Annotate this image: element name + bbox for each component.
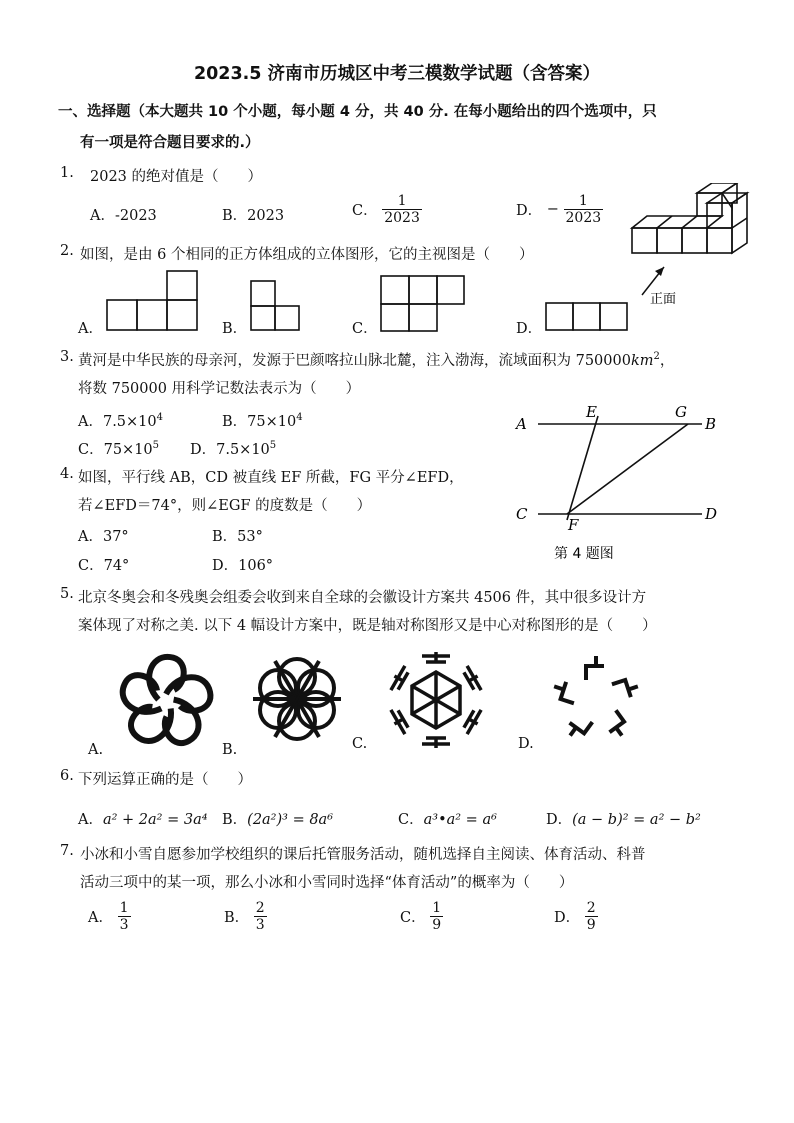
q1-option-c-fraction [382, 193, 422, 226]
q2-option-c-view [380, 275, 466, 333]
q3-stem-line2: 将数 750000 用科学记数法表示为（ ） [78, 381, 361, 397]
q2-front-label: 正面 [650, 292, 677, 307]
q7-stem: 小冰和小雪自愿参加学校组织的课后托管服务活动，随机选择自主阅读、体育活动、科普 [80, 847, 646, 863]
q3-option-a [78, 410, 163, 431]
q3-c-exp: 5 [152, 440, 160, 452]
q3-option-b [222, 410, 303, 431]
q1-option-a: A．-2023 [90, 208, 157, 224]
q4-option-d: D．106° [212, 558, 274, 574]
q7-d-num: 2 [586, 900, 596, 916]
q6-c-label: C． [398, 812, 424, 828]
line-ef [567, 416, 598, 520]
q3-option-d [190, 438, 276, 459]
q1-option-d-label: D． [516, 203, 543, 220]
q2-option-d-view [545, 302, 629, 332]
q7-b-num: 2 [255, 900, 265, 916]
q1-option-d-sign: − [546, 201, 559, 218]
q5-option-b: B. [222, 742, 238, 758]
q7-stem-line2: 活动三项中的某一项，那么小冰和小雪同时选择“体育活动”的概率为（ ） [80, 875, 574, 891]
q1-number: 1. [60, 165, 74, 181]
q6-c-expr: a³•a² = a⁶ [423, 812, 497, 828]
q3-d-text: D．7.5×10 [190, 442, 270, 458]
q7-c-den: 9 [432, 917, 442, 934]
q3-b-text: B．75×10 [222, 414, 297, 430]
q6-b-label: B． [222, 812, 248, 828]
q5-option-a: A. [88, 742, 104, 758]
q3-option-c [78, 438, 159, 459]
q7-a-label: A． [88, 910, 113, 927]
c-numerator: 1 [397, 193, 407, 209]
q5-number: 5. [60, 586, 74, 602]
q6-option-b [222, 808, 333, 829]
q7-b-den: 3 [255, 917, 265, 934]
q7-d-fraction [585, 900, 598, 933]
q3-stem-end: ， [659, 353, 675, 369]
q4-stem: 如图，平行线 AB，CD 被直线 EF 所截，FG 平分∠EFD， [78, 470, 464, 486]
q7-a-fraction [118, 900, 131, 933]
q2-option-d: D． [516, 321, 543, 337]
q7-option-b [224, 900, 267, 933]
q4-option-b: B．53° [212, 529, 263, 545]
q4-number: 4. [60, 466, 74, 482]
q7-d-den: 9 [586, 917, 596, 934]
q3-unit: km [630, 353, 654, 369]
q1-option-d-fraction [564, 193, 604, 226]
q2-stem: 如图，是由 6 个相同的正方体组成的立体图形，它的主视图是（ ） [80, 247, 534, 263]
q6-d-expr: (a − b)² = a² − b² [572, 812, 701, 828]
q7-option-a [88, 900, 131, 933]
q3-stem-text: 黄河是中华民族的母亲河，发源于巴颜喀拉山脉北麓，注入渤海，流域面积为 750000 [78, 353, 631, 369]
q5-option-d: D. [518, 736, 534, 752]
q6-b-expr: (2a²)³ = 8a⁶ [247, 812, 334, 828]
q3-b-exp: 4 [296, 412, 303, 424]
q5-stem: 北京冬奥会和冬残奥会组委会收到来自全球的会徽设计方案共 4506 件，其中很多设计方 [78, 590, 647, 606]
q7-option-c [400, 900, 443, 933]
d-denominator: 2023 [565, 210, 602, 227]
q7-b-fraction [254, 900, 267, 933]
label-e: E [586, 403, 597, 421]
q1-option-c-label: C． [352, 203, 378, 220]
section-heading-cont: 有一项是符合题目要求的.） [80, 135, 260, 151]
page-title: 2023.5 济南市历城区中考三模数学试题（含答案） [193, 64, 601, 84]
d-numerator: 1 [578, 193, 588, 209]
label-a: A [516, 415, 527, 433]
q7-c-label: C． [400, 910, 426, 927]
q3-c-text: C．75×10 [78, 442, 153, 458]
label-d: D [705, 505, 718, 523]
q4-figure-caption: 第 4 题图 [554, 546, 614, 562]
q3-a-text: A．7.5×10 [78, 414, 157, 430]
q2-option-c: C． [352, 321, 378, 337]
q7-c-fraction [430, 900, 443, 933]
q1-option-c [352, 193, 422, 226]
q6-a-label: A． [78, 812, 103, 828]
q6-option-a [78, 808, 208, 829]
q1-option-d [516, 193, 603, 226]
q5-option-c: C. [352, 736, 368, 752]
q3-stem [78, 349, 674, 370]
q6-option-d [546, 808, 701, 829]
q4-figure [510, 400, 740, 570]
q7-a-den: 3 [119, 917, 129, 934]
q2-option-b-view [250, 280, 302, 332]
q2-number: 2. [60, 243, 74, 259]
q2-option-a-view [106, 270, 200, 332]
q1-option-b: B．2023 [222, 208, 285, 224]
q5-stem-line2: 案体现了对称之美. 以下 4 幅设计方案中，既是轴对称图形又是中心对称图形的是（ ） [78, 618, 657, 634]
q7-b-label: B． [224, 910, 250, 927]
q5-emblem-c [384, 648, 488, 752]
q4-option-a: A．37° [78, 529, 129, 545]
q2-option-b: B． [222, 321, 248, 337]
line-fg [567, 424, 688, 514]
q6-a-expr: a² + 2a² = 3a⁴ [102, 812, 208, 828]
q5-emblem-d [548, 652, 644, 748]
section-heading: 一、选择题（本大题共 10 个小题，每小题 4 分，共 40 分. 在每小题给出的四个选项中，只 [58, 104, 657, 120]
q3-d-exp: 5 [269, 440, 277, 452]
q6-number: 6. [60, 768, 74, 784]
q6-d-label: D． [546, 812, 573, 828]
q7-c-num: 1 [432, 900, 442, 916]
q4-option-c: C．74° [78, 558, 130, 574]
q7-a-num: 1 [119, 900, 129, 916]
q5-emblem-a [112, 652, 220, 752]
q6-stem: 下列运算正确的是（ ） [78, 772, 252, 788]
label-c: C [516, 505, 528, 523]
q7-d-label: D． [554, 910, 581, 927]
q3-unit-exponent: 2 [653, 351, 660, 363]
q5-emblem-b [246, 648, 348, 750]
q1-stem: 2023 的绝对值是（ ） [90, 169, 263, 185]
c-denominator: 2023 [384, 210, 420, 227]
q2-option-a: A． [78, 321, 103, 337]
label-f: F [568, 516, 579, 534]
q4-stem-line2: 若∠EFD＝74°，则∠EGF 的度数是（ ） [78, 498, 372, 514]
q3-number: 3. [60, 349, 74, 365]
q7-number: 7. [60, 843, 74, 859]
label-b: B [705, 415, 717, 433]
q3-a-exp: 4 [156, 412, 164, 424]
q7-option-d [554, 900, 598, 933]
label-g: G [675, 403, 687, 421]
q6-option-c [398, 808, 497, 829]
q2-solid-figure [622, 183, 752, 308]
